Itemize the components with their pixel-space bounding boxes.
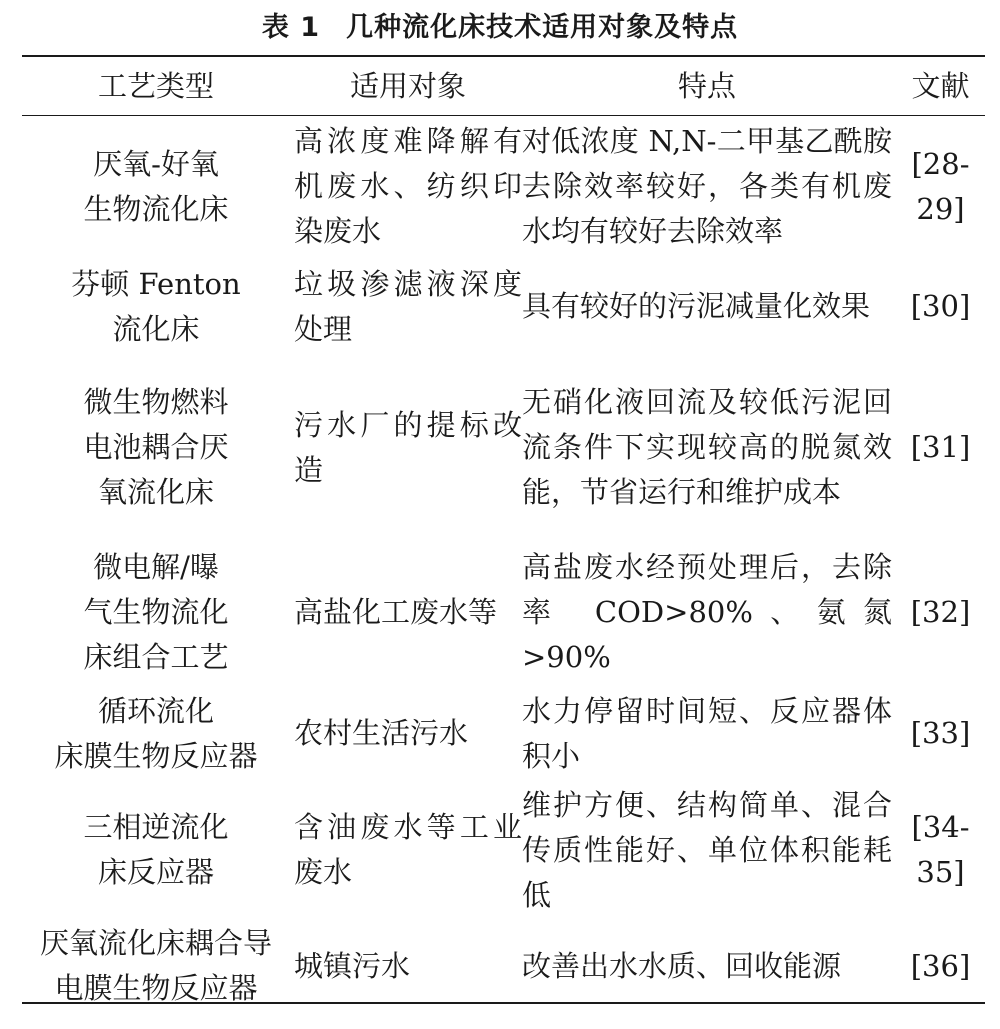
cell-features: 维护方便、结构简单、混合传质性能好、单位体积能耗低	[522, 787, 892, 912]
cell-applicable-object: 垃圾渗滤液深度处理	[294, 266, 522, 346]
cell-process-type: 厌氧-好氧 生物流化床	[83, 146, 229, 226]
table-row	[22, 115, 989, 258]
header-applicable-object: 适用对象	[349, 69, 466, 103]
cell-features: 高盐废水经预处理后，去除率 COD>80%、氨氮>90%	[522, 550, 892, 674]
cell-reference: [28-29]	[911, 146, 970, 226]
table-row	[22, 782, 989, 918]
cell-features: 水力停留时间短、反应器体积小	[522, 693, 892, 773]
cell-reference: [31]	[910, 430, 971, 464]
cell-process-type: 微电解/曝 气生物流化 床组合工艺	[83, 550, 229, 674]
cell-reference: [36]	[910, 948, 971, 983]
cell-applicable-object: 含油废水等工业废水	[294, 810, 522, 889]
cell-applicable-object: 高浓度难降解有机废水、纺织印染废水	[294, 124, 522, 248]
header-features: 特点	[677, 69, 736, 103]
table-caption	[0, 10, 1000, 46]
cell-applicable-object: 高盐化工废水等	[294, 595, 498, 629]
cell-process-type: 三相逆流化 床反应器	[83, 810, 229, 889]
cell-features: 具有较好的污泥减量化效果	[522, 289, 871, 323]
cell-process-type: 厌氧流化床耦合导 电膜生物反应器	[39, 926, 272, 1005]
cell-features: 无硝化液回流及较低污泥回流条件下实现较高的脱氮效能，节省运行和维护成本	[522, 385, 892, 509]
cell-reference: [32]	[910, 595, 971, 629]
table-row	[22, 258, 989, 355]
cell-features: 对低浓度 N,N-二甲基乙酰胺去除效率较好，各类有机废水均有较好去除效率	[522, 124, 892, 248]
cell-reference: [33]	[910, 716, 971, 750]
table-row	[22, 685, 989, 782]
cell-features: 改善出水水质、回收能源	[522, 948, 842, 983]
header-reference: 文献	[911, 69, 970, 103]
cell-process-type: 微生物燃料 电池耦合厌 氧流化床	[83, 385, 229, 509]
cell-applicable-object: 城镇污水	[294, 948, 411, 983]
cell-applicable-object: 农村生活污水	[294, 716, 469, 750]
table-number: 表 1	[261, 12, 321, 43]
cell-process-type: 芬顿 Fenton 流化床	[71, 266, 241, 346]
cell-reference: [30]	[910, 289, 971, 323]
header-row	[22, 58, 989, 115]
table-row	[22, 918, 989, 1014]
cell-applicable-object: 污水厂的提标改造	[294, 407, 522, 487]
cell-process-type: 循环流化 床膜生物反应器	[54, 693, 258, 773]
header-process-type: 工艺类型	[97, 69, 214, 103]
table-title: 几种流化床技术适用对象及特点	[346, 12, 739, 43]
cell-reference: [34-35]	[911, 810, 970, 889]
table-row	[22, 540, 989, 685]
table-row	[22, 355, 989, 540]
top-rule	[22, 55, 985, 57]
data-table	[22, 58, 989, 1014]
